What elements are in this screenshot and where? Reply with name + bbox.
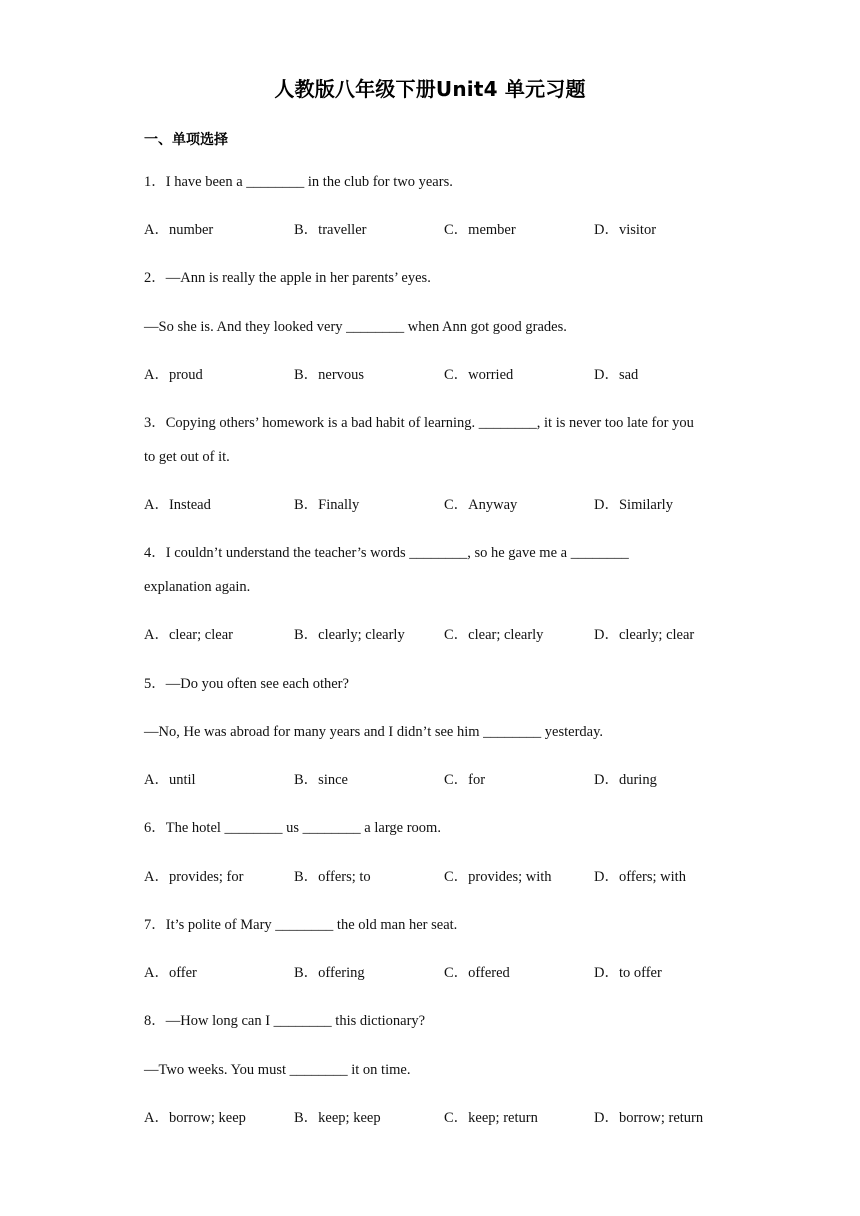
question-4-options: [144, 625, 744, 645]
option-d: D．offers; with: [594, 869, 686, 885]
question-5-text: 5．—Do you often see each other?: [144, 676, 349, 692]
option-d: D．to offer: [594, 965, 662, 981]
option-a: A．number: [144, 222, 214, 238]
option-a: A．borrow; keep: [144, 1110, 246, 1126]
option-b: B．nervous: [294, 367, 365, 383]
question-1-text: 1．I have been a ________ in the club for two years.: [144, 174, 453, 190]
option-b: B．traveller: [294, 222, 367, 238]
option-a: A．proud: [144, 367, 203, 383]
option-a: A．offer: [144, 965, 197, 981]
option-c: C．offered: [444, 965, 510, 981]
question-4-text-continued: explanation again.: [144, 579, 251, 595]
option-c: C．provides; with: [444, 869, 552, 885]
option-c: C．keep; return: [444, 1110, 538, 1126]
option-a: A．Instead: [144, 497, 211, 513]
option-a: A．until: [144, 772, 196, 788]
option-d: D．during: [594, 772, 657, 788]
option-c: C．member: [444, 222, 516, 238]
option-d: D．visitor: [594, 222, 657, 238]
question-6-options: [144, 867, 744, 887]
question-2-reply: —So she is. And they looked very ________ when Ann got good grades.: [144, 319, 567, 335]
option-b: B．keep; keep: [294, 1110, 381, 1126]
question-4-text: 4．I couldn’t understand the teacher’s words ________, so he gave me a ________: [144, 545, 629, 561]
option-b: B．clearly; clearly: [294, 627, 405, 643]
option-d: D．borrow; return: [594, 1110, 704, 1126]
question-5-options: [144, 770, 744, 790]
document-title: 人教版八年级下册Unit4 单元习题: [274, 77, 586, 101]
option-c: C．for: [444, 772, 486, 788]
question-8-reply: —Two weeks. You must ________ it on time.: [144, 1062, 411, 1078]
option-c: C．clear; clearly: [444, 627, 544, 643]
question-6-text: 6．The hotel ________ us ________ a large room.: [144, 820, 441, 836]
option-b: B．Finally: [294, 497, 360, 513]
question-5-reply: —No, He was abroad for many years and I didn’t see him ________ yesterday.: [144, 724, 604, 740]
question-2-options: [144, 365, 744, 385]
option-d: D．clearly; clear: [594, 627, 695, 643]
question-7-options: [144, 963, 744, 983]
section-heading: 一、单项选择: [144, 132, 228, 148]
question-8-options: [144, 1108, 744, 1128]
option-b: B．offering: [294, 965, 365, 981]
option-c: C．Anyway: [444, 497, 518, 513]
question-2-text: 2．—Ann is really the apple in her parents’ eyes.: [144, 270, 431, 286]
option-b: B．since: [294, 772, 348, 788]
question-3-options: [144, 495, 744, 515]
option-b: B．offers; to: [294, 869, 371, 885]
option-d: D．sad: [594, 367, 639, 383]
option-c: C．worried: [444, 367, 514, 383]
question-3-text-continued: to get out of it.: [144, 449, 230, 465]
question-1-options: [144, 220, 744, 240]
option-a: A．provides; for: [144, 869, 244, 885]
option-a: A．clear; clear: [144, 627, 233, 643]
option-d: D．Similarly: [594, 497, 673, 513]
question-7-text: 7．It’s polite of Mary ________ the old man her seat.: [144, 917, 458, 933]
question-8-text: 8．—How long can I ________ this dictionary?: [144, 1013, 426, 1029]
question-3-text: 3．Copying others’ homework is a bad habit of learning. ________, it is never too late for you: [144, 415, 694, 431]
